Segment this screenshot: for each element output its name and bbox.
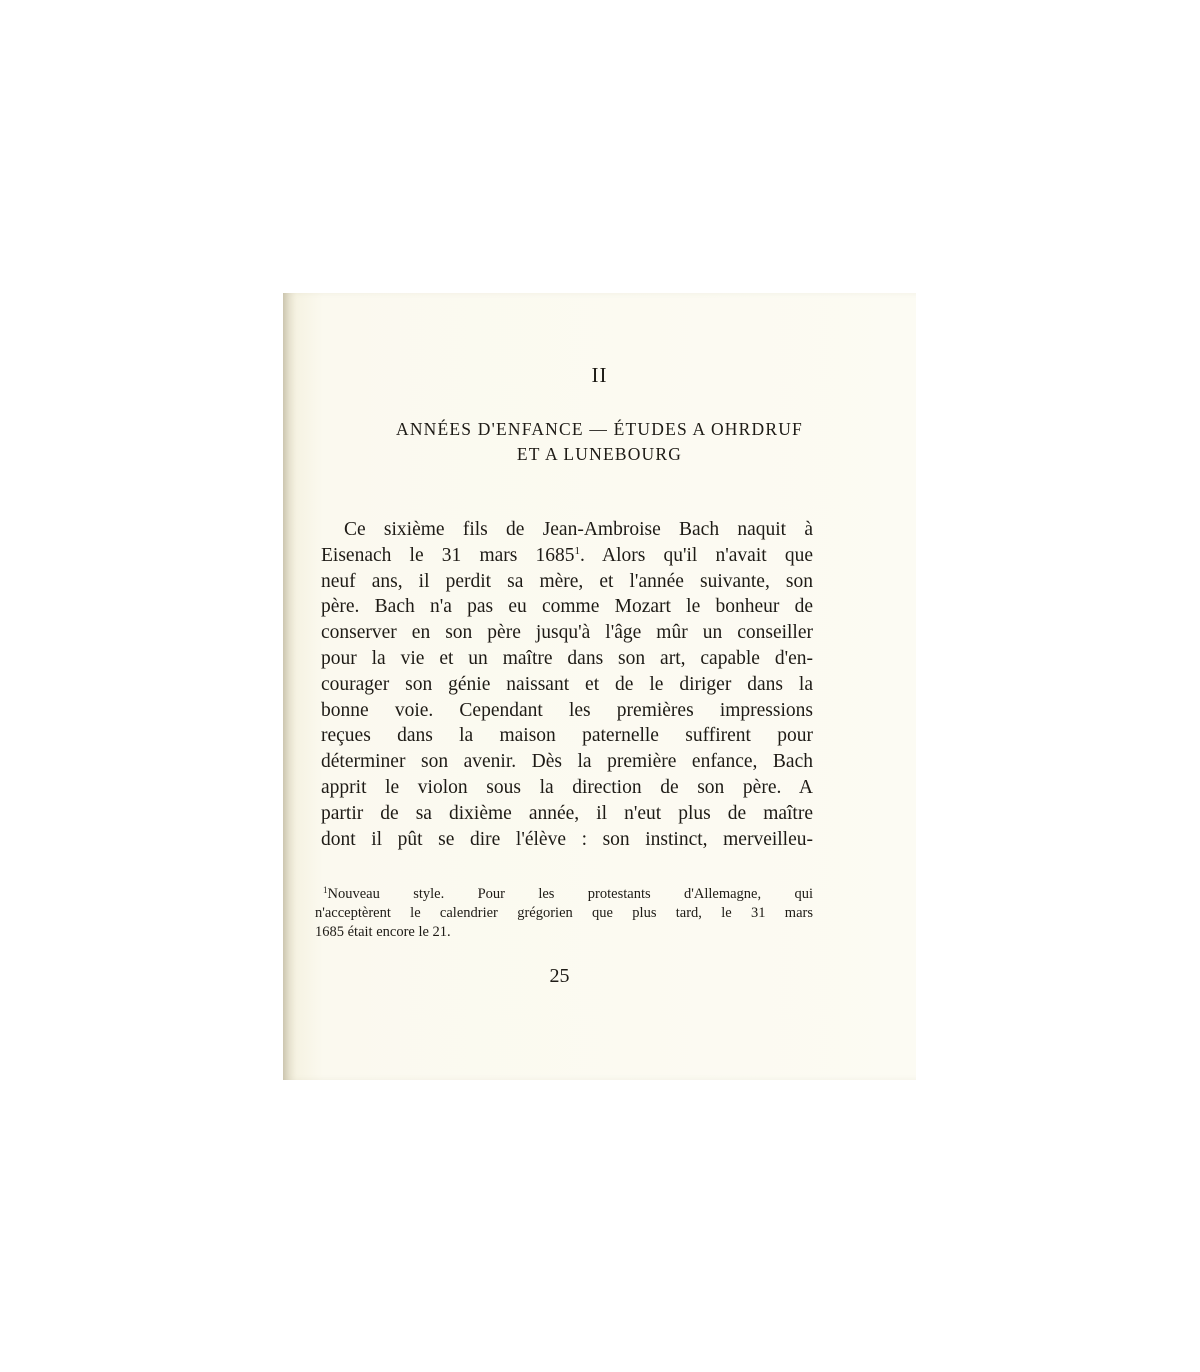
body-line: partir de sa dixième année, il n'eut plus de maître <box>321 802 813 824</box>
page-number: 25 <box>549 965 570 987</box>
footnote-reference: 1 <box>574 544 581 557</box>
footnote-line-text: Nouveau style. Pour les protestants d'Allemagne, qui <box>327 886 813 902</box>
body-line: conserver en son père jusqu'à l'âge mûr un conseiller <box>321 622 813 644</box>
body-line: père. Bach n'a pas eu comme Mozart le bonheur de <box>321 596 813 618</box>
chapter-title <box>283 417 916 467</box>
body-line: Ce sixième fils de Jean-Ambroise Bach naquit à <box>344 519 813 540</box>
body-paragraph <box>321 517 813 852</box>
body-line: reçues dans la maison paternelle suffirent pour <box>321 725 813 747</box>
footnote-line: n'acceptèrent le calendrier grégorien que plus tard, le 31 mars <box>315 905 813 921</box>
body-line: déterminer son avenir. Dès la première enfance, Bach <box>321 751 813 773</box>
footnote-line <box>315 885 813 904</box>
chapter-title-line: ET A LUNEBOURG <box>516 444 683 464</box>
footnote-marker: 1 <box>323 885 328 895</box>
footnote <box>315 885 813 942</box>
chapter-title-line: ANNÉES D'ENFANCE — ÉTUDES A OHRDRUF <box>395 419 803 439</box>
body-line: bonne voie. Cependant les premières impressions <box>321 699 813 721</box>
body-line: dont il pût se dire l'élève : son instinct, merveilleu- <box>321 828 813 850</box>
chapter-number: II <box>591 363 608 387</box>
body-line-text: Eisenach le 31 mars 1685 <box>321 544 575 566</box>
body-line <box>321 543 813 569</box>
body-line: courager son génie naissant et de le diriger dans la <box>321 673 813 695</box>
body-line: neuf ans, il perdit sa mère, et l'année suivante, son <box>321 570 813 592</box>
footnote-line: 1685 était encore le 21. <box>315 924 451 940</box>
book-page <box>283 293 916 1080</box>
body-line: pour la vie et un maître dans son art, capable d'en- <box>321 647 813 669</box>
body-line-text: . Alors qu'il n'avait que <box>580 544 813 566</box>
body-line: apprit le violon sous la direction de son père. A <box>321 776 813 798</box>
